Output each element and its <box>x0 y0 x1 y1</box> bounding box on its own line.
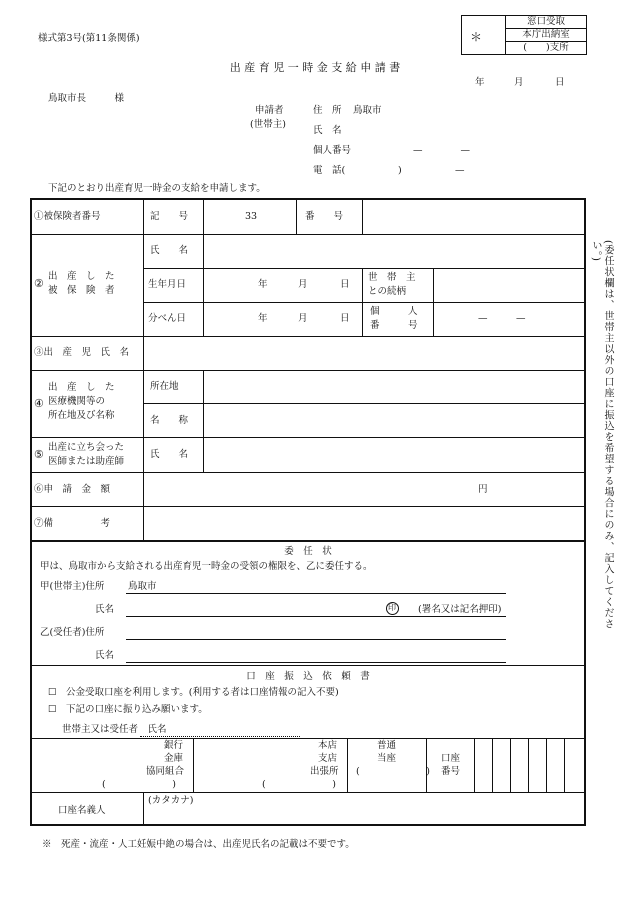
relation-input[interactable] <box>435 270 584 301</box>
date-year: 年 <box>475 77 485 88</box>
applicant-phone-sep[interactable]: — <box>455 165 465 176</box>
institution-shinkin: 金庫 <box>164 753 184 764</box>
kou-address-label: 甲(世帯主)住所 <box>40 581 105 592</box>
institution-bank: 銀行 <box>164 740 184 751</box>
row4-number: ④ <box>34 397 44 410</box>
addressee: 鳥取市長 様 <box>48 93 125 104</box>
row2-number: ② <box>34 277 44 290</box>
personal-number-label-b: 番 号 <box>370 320 418 331</box>
asterisk-mark: ＊ <box>470 30 483 44</box>
office-branch: ( )支所 <box>523 42 569 53</box>
intro-text: 下記のとおり出産育児一時金の支給を申請します。 <box>48 183 266 194</box>
date-day: 日 <box>555 77 565 88</box>
account-number-input[interactable] <box>475 739 585 791</box>
symbol-label: 記 号 <box>150 211 189 222</box>
seal-note: (署名又は記名押印) <box>418 604 502 615</box>
row2-label-b: 被 保 険 者 <box>48 285 115 296</box>
office-treasury: 本庁出納室 <box>522 29 570 40</box>
proxy-title: 委 任 状 <box>284 546 332 557</box>
holder-label: 世帯主又は受任者 氏名 <box>62 724 167 735</box>
branch-office: 出張所 <box>310 766 339 777</box>
insured-number-label: ①被保険者番号 <box>34 211 101 222</box>
insured-name-input[interactable] <box>205 236 584 267</box>
institution-name-paren[interactable]: ( ) <box>102 779 176 790</box>
account-holder-input[interactable] <box>145 806 584 824</box>
account-type-ordinary: 普通 <box>377 740 397 751</box>
applicant-phone-label: 電 話( <box>313 165 346 176</box>
applicant-mynumber-label: 個人番号 <box>313 145 352 156</box>
birth-day: 日 <box>340 279 350 290</box>
number-label: 番 号 <box>305 211 344 222</box>
account-type-paren[interactable]: ( ) <box>356 766 430 777</box>
relation-label-b: との続柄 <box>368 286 407 297</box>
row5-label-a: 出産に立ち会った <box>48 442 125 453</box>
footnote: ※ 死産・流産・人工妊娠中絶の場合は、出産児氏名の記載は不要です。 <box>42 839 355 850</box>
symbol-value[interactable]: 33 <box>245 211 258 222</box>
claim-amount-label: ⑥申 請 金 額 <box>34 484 111 495</box>
office-window-pickup: 窓口受取 <box>526 16 565 27</box>
row4-label-b: 医療機関等の <box>48 396 106 407</box>
relation-label-a: 世 帯 主 <box>368 272 416 283</box>
birthdate-label: 生年月日 <box>148 279 187 290</box>
kana-label: (カタカナ) <box>148 795 194 806</box>
otsu-name-input[interactable] <box>126 662 506 663</box>
delivery-date-label: 分べん日 <box>148 313 187 324</box>
account-holder-label: 口座名義人 <box>58 805 106 816</box>
holder-name-input[interactable] <box>140 736 300 737</box>
facility-location-label: 所在地 <box>150 381 179 392</box>
claim-amount-input[interactable] <box>145 474 475 505</box>
kou-address-value[interactable]: 鳥取市 <box>128 581 157 592</box>
otsu-name-label: 氏名 <box>95 650 115 661</box>
applicant-mynumber-sep[interactable]: — — <box>413 145 471 156</box>
applicant-label: 申請者 <box>255 105 284 116</box>
proxy-text: 甲は、鳥取市から支給される出産育児一時金の受領の権限を、乙に委任する。 <box>40 561 373 572</box>
branch-branch: 支店 <box>318 753 338 764</box>
kou-name-label: 氏名 <box>95 604 115 615</box>
side-note: (委任状欄は、世帯主以外の口座に振込を希望する場合にのみ、記入してください。) <box>590 240 613 630</box>
form-number: 様式第3号(第11条関係) <box>38 33 140 44</box>
account-number-label-a: 口座 <box>441 753 461 764</box>
birth-month: 月 <box>298 279 308 290</box>
delivery-day: 日 <box>340 313 350 324</box>
otsu-address-input[interactable] <box>126 639 506 640</box>
newborn-name-label: ③出 産 児 氏 名 <box>34 347 130 358</box>
option-public-account[interactable]: ☐ 公金受取口座を利用します。(利用する者は口座情報の記入不要) <box>48 687 339 698</box>
insured-number-input[interactable] <box>364 200 584 232</box>
birth-year: 年 <box>258 279 268 290</box>
bank-title: 口 座 振 込 依 頼 書 <box>246 671 370 682</box>
personal-number-sep[interactable]: — — <box>478 313 526 324</box>
applicant-phone-close: ) <box>398 165 402 176</box>
attendant-name-input[interactable] <box>205 439 584 471</box>
row4-label-c: 所在地及び名称 <box>48 410 115 421</box>
remarks-input[interactable] <box>145 508 584 539</box>
remarks-label: ⑦備 考 <box>34 518 111 529</box>
attendant-name-label: 氏 名 <box>150 449 189 460</box>
yen-unit: 円 <box>478 484 488 495</box>
facility-name-input[interactable] <box>205 405 584 436</box>
institution-coop: 協同組合 <box>146 766 185 777</box>
otsu-address-label: 乙(受任者)住所 <box>40 627 105 638</box>
facility-location-input[interactable] <box>205 372 584 402</box>
row4-label-a: 出 産 し た <box>48 382 115 393</box>
branch-head: 本店 <box>318 740 338 751</box>
delivery-month: 月 <box>298 313 308 324</box>
row2-label-a: 出 産 し た <box>48 271 115 282</box>
date-month: 月 <box>514 77 524 88</box>
delivery-year: 年 <box>258 313 268 324</box>
row5-number: ⑤ <box>34 448 44 461</box>
facility-name-label: 名 称 <box>150 415 189 426</box>
insured-name-label: 氏 名 <box>150 245 189 256</box>
page-title: 出 産 育 児 一 時 金 支 給 申 請 書 <box>229 61 401 74</box>
newborn-name-input[interactable] <box>145 338 584 369</box>
seal-char: 印 <box>388 603 396 612</box>
applicant-sublabel: (世帯主) <box>250 119 286 130</box>
account-number-label-b: 番号 <box>441 766 461 777</box>
applicant-name-label: 氏 名 <box>313 125 342 136</box>
applicant-address-label: 住 所 <box>313 105 342 116</box>
personal-number-label-a: 個 人 <box>370 306 418 317</box>
account-type-current: 当座 <box>377 753 397 764</box>
option-below-account[interactable]: ☐ 下記の口座に振り込み願います。 <box>48 704 208 715</box>
row5-label-b: 医師または助産師 <box>48 456 125 467</box>
branch-name-paren[interactable]: ( ) <box>262 779 336 790</box>
applicant-address-value[interactable]: 鳥取市 <box>353 105 382 116</box>
kou-name-input[interactable] <box>126 616 506 617</box>
